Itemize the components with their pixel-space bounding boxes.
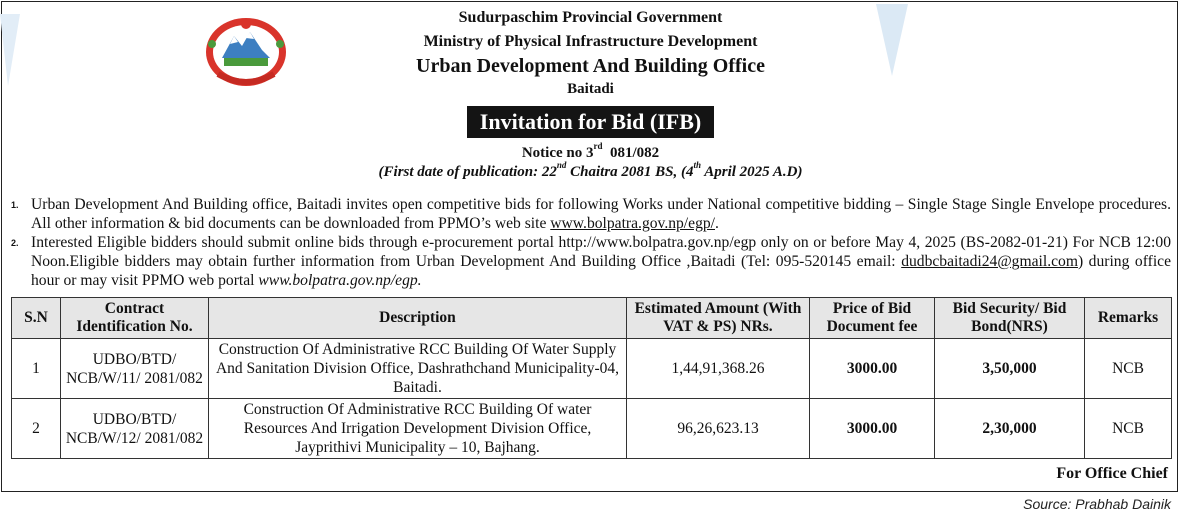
cell-description: Construction Of Administrative RCC Building Of Water Supply And Sanitation Division Office, Dashrathchand Municipality-04, Baitadi.	[209, 339, 627, 399]
header-remarks: Remarks	[1085, 298, 1172, 339]
office-email-link[interactable]: dudbcbaitadi24@gmail.com	[901, 253, 1078, 270]
header-estimated-amount: Estimated Amount (With VAT & PS) NRs.	[627, 298, 810, 339]
province-name: Sudurpaschim Provincial Government	[458, 9, 723, 26]
cell-bid-security: 2,30,000	[935, 399, 1085, 459]
cell-document-fee: 3000.00	[810, 399, 935, 459]
signature-label: For Office Chief	[1056, 465, 1168, 482]
ministry-name: Ministry of Physical Infrastructure Development	[423, 33, 758, 50]
paragraph-number: 1.	[11, 200, 19, 210]
ppmo-website-link[interactable]: www.bolpatra.gov.np/egp/	[550, 215, 715, 232]
cell-contract-id: UDBO/BTD/ NCB/W/11/ 2081/082	[61, 339, 209, 399]
office-name: Urban Development And Building Office	[416, 55, 765, 77]
header-document-fee: Price of Bid Document fee	[810, 298, 935, 339]
header-bid-security: Bid Security/ Bid Bond(NRS)	[935, 298, 1085, 339]
notice-number: Notice no 3rd 081/082	[521, 141, 660, 161]
cell-remarks: NCB	[1085, 399, 1172, 459]
header-description: Description	[209, 298, 627, 339]
cell-document-fee: 3000.00	[810, 339, 935, 399]
cell-estimated-amount: 96,26,623.13	[627, 399, 810, 459]
paragraph-2: Interested Eligible bidders should submit online bids through e-procurement portal http://www.bolpatra.gov.np/egp only on or before May 4, 2025 (BS-2082-01-21) For NCB 12:00 Noon.Eligible bidders may obtain further information from Urban Development And Building Office ,Baitadi (Tel: 095-520145 email: dudbcbaitadi24@gmail.com) during office hour or may visit PPMO web portal www.bolpatra.gov.np/egp.	[31, 234, 1172, 289]
office-location: Baitadi	[567, 81, 614, 97]
cell-description: Construction Of Administrative RCC Building Of water Resources And Irrigation Development Division Office, Jayprithivi Municipality – 10, Bajhang.	[209, 399, 627, 459]
bid-table	[11, 297, 1172, 459]
table-header-row	[12, 298, 1172, 339]
cell-sn: 1	[12, 339, 61, 399]
ppmo-portal-text: www.bolpatra.gov.np/egp.	[258, 272, 422, 289]
paragraph-number: 2.	[11, 238, 19, 248]
table-row	[12, 399, 1172, 459]
ifb-title-banner: Invitation for Bid (IFB)	[467, 106, 714, 138]
header-contract-id: Contract Identification No.	[61, 298, 209, 339]
cell-estimated-amount: 1,44,91,368.26	[627, 339, 810, 399]
cell-bid-security: 3,50,000	[935, 339, 1085, 399]
cell-remarks: NCB	[1085, 339, 1172, 399]
header-sn: S.N	[12, 298, 61, 339]
paragraph-1: Urban Development And Building office, Baitadi invites open competitive bids for following Works under National competitive bidding – Single Stage Single Envelope procedures. All other information & bid documents can be downloaded from PPMO’s web site www.bolpatra.gov.np/egp/.	[31, 196, 1171, 232]
table-row	[12, 339, 1172, 399]
cell-contract-id: UDBO/BTD/ NCB/W/12/ 2081/082	[61, 399, 209, 459]
first-publication-date: (First date of publication: 22nd Chaitra 2081 BS, (4th April 2025 A.D)	[378, 160, 803, 180]
cell-sn: 2	[12, 399, 61, 459]
source-credit: Source: Prabhab Dainik	[1023, 496, 1171, 512]
